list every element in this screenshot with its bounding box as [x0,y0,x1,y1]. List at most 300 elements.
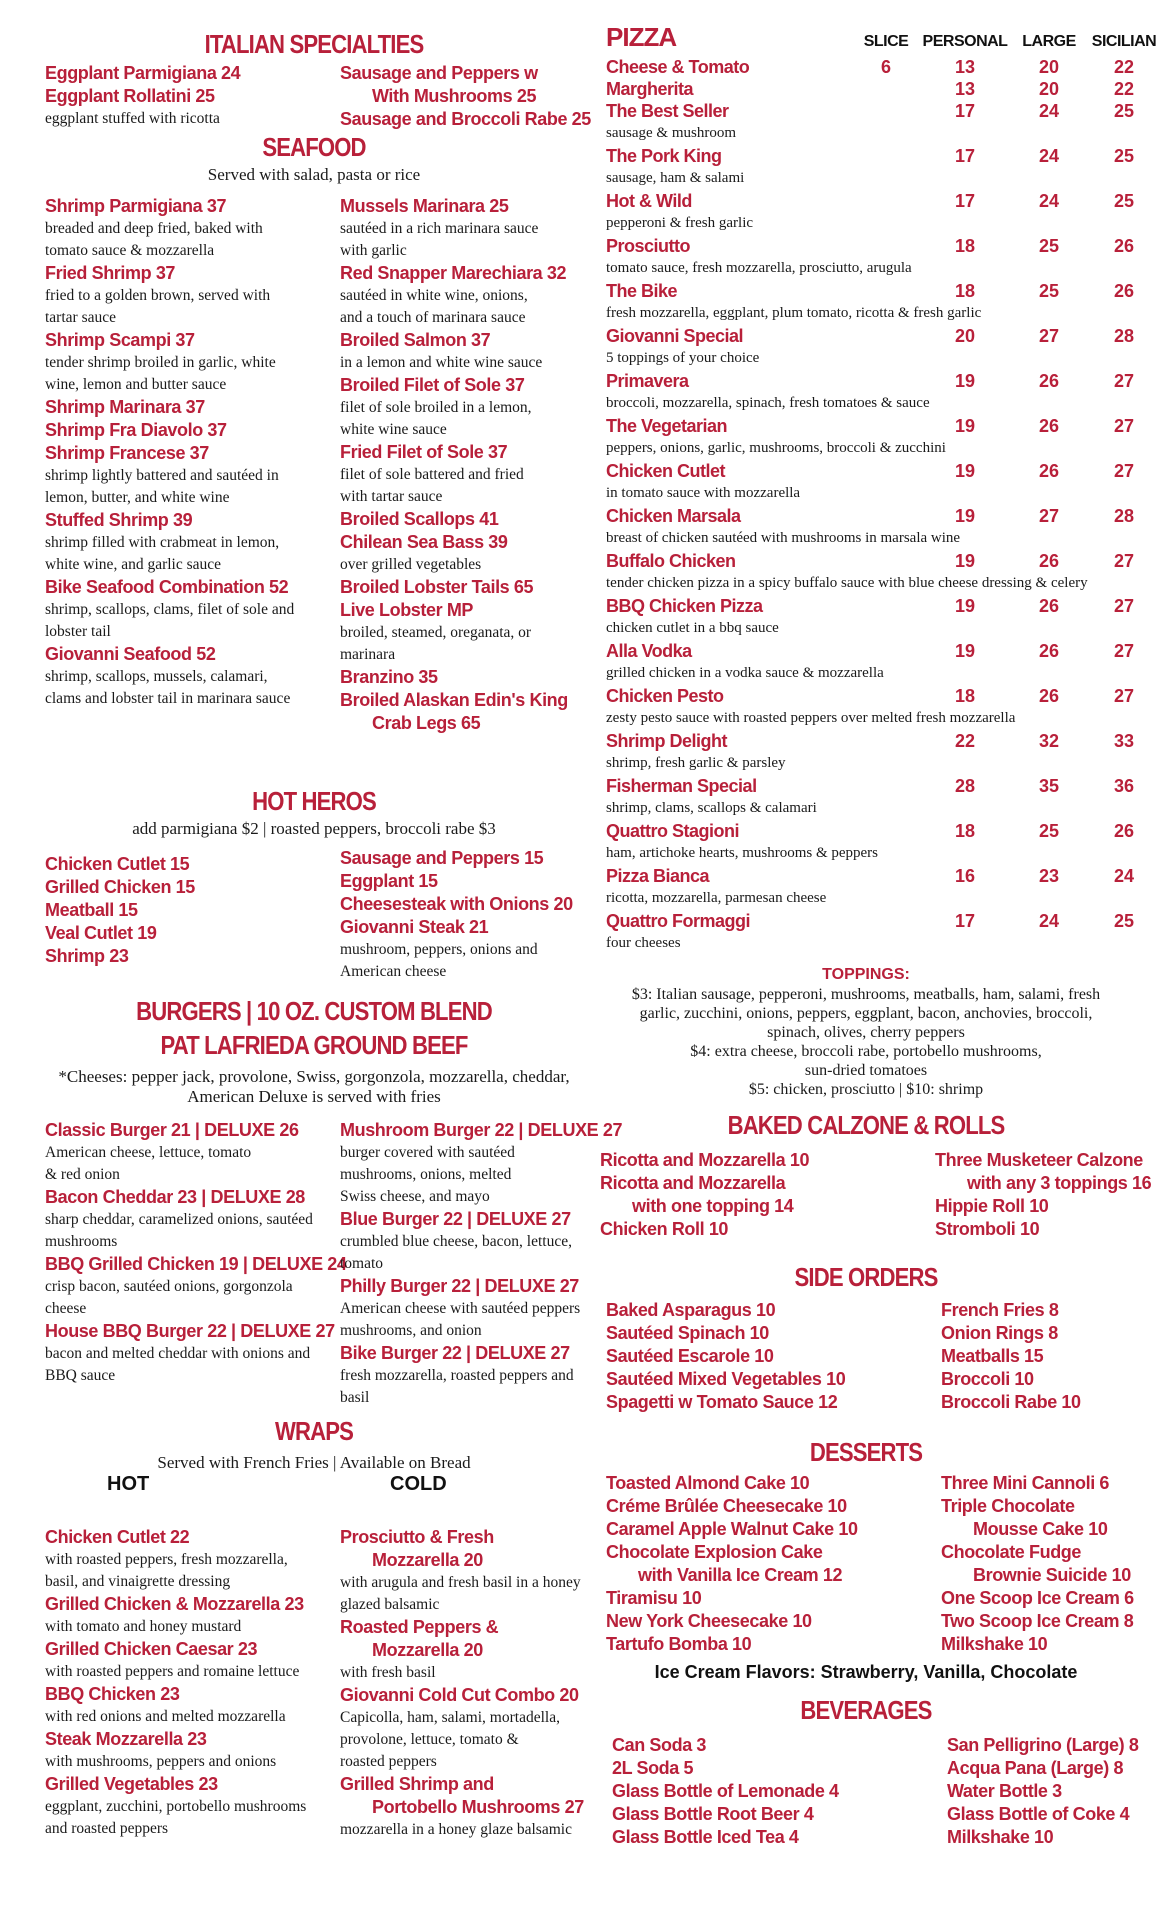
menu-item: Stuffed Shrimp 39 [45,510,193,530]
pizza-price: 25 [1113,145,1135,166]
menu-item: Toasted Almond Cake 10 [606,1473,810,1493]
item-description: crisp bacon, sautéed onions, gorgonzola [45,1278,293,1295]
item-description: broiled, steamed, oreganata, or [340,624,532,641]
pizza-name: Margherita [606,78,694,99]
pizza-price: 25 [1113,910,1135,931]
pizza-description: zesty pesto sauce with roasted peppers over melted fresh mozzarella [606,710,1016,726]
item-description: crumbled blue cheese, bacon, lettuce, [340,1233,572,1250]
item-description: eggplant stuffed with ricotta [45,110,220,127]
item-description: clams and lobster tail in marinara sauce [45,690,291,707]
item-description: with tomato and honey mustard [45,1618,242,1635]
pizza-description: ham, artichoke hearts, mushrooms & peppers [606,845,879,861]
pizza-description: ricotta, mozzarella, parmesan cheese [606,890,827,906]
item-description: American cheese with sautéed peppers [340,1300,581,1317]
menu-item: Sautéed Mixed Vegetables 10 [606,1369,846,1389]
item-description: tomato [340,1255,384,1272]
hot-label: HOT [107,1473,150,1495]
menu-item: Water Bottle 3 [947,1781,1062,1801]
pizza-price: 19 [954,460,976,481]
menu-item-continued: Mousse Cake 10 [973,1519,1108,1539]
menu-item: Eggplant Parmigiana 24 [45,63,241,83]
pizza-description: broccoli, mozzarella, spinach, fresh tomatoes & sauce [606,395,930,411]
menu-item: Chocolate Fudge [941,1542,1082,1562]
pizza-price: 17 [954,100,976,121]
burgers-note-1: *Cheeses: pepper jack, provolone, Swiss, gorgonzola, mozzarella, cheddar, [58,1067,570,1086]
menu-item: Shrimp Marinara 37 [45,397,205,417]
pizza-name: Prosciutto [606,235,691,256]
pizza-price: 24 [1038,190,1060,211]
pizza-price: 24 [1038,910,1060,931]
pizza-description: tomato sauce, fresh mozzarella, prosciutto, arugula [606,260,912,276]
toppings-line: $3: Italian sausage, pepperoni, mushrooms, meatballs, ham, salami, fresh [631,986,1101,1003]
menu-item: Shrimp 23 [45,946,129,966]
item-description: bacon and melted cheddar with onions and [45,1345,311,1362]
menu-item: Giovanni Steak 21 [340,917,489,937]
italian-specialties-section [45,62,591,131]
item-description: tomato sauce & mozzarella [45,242,215,259]
menu-item: Acqua Pana (Large) 8 [947,1758,1124,1778]
pizza-row [606,910,1161,932]
menu-item: Ricotta and Mozzarella 10 [600,1150,810,1170]
menu-item: Sausage and Broccoli Rabe 25 [340,109,591,129]
ice-cream-flavors: Ice Cream Flavors: Strawberry, Vanilla, Chocolate [654,1662,1078,1682]
pizza-name: Alla Vodka [606,640,692,661]
menu-item: Glass Bottle of Lemonade 4 [612,1781,839,1801]
pizza-description: four cheeses [606,935,681,951]
pizza-price: 19 [954,505,976,526]
pizza-row [606,235,1161,257]
item-description: breaded and deep fried, baked with [45,220,263,237]
item-description: and a touch of marinara sauce [340,309,526,326]
menu-item: Veal Cutlet 19 [45,923,157,943]
pizza-name: Giovanni Special [606,325,744,346]
pizza-row [606,145,1161,167]
menu-item: Broiled Alaskan Edin's King [340,690,568,710]
menu-item: Milkshake 10 [941,1634,1048,1654]
side-orders-section [606,1299,1161,1414]
menu-item: Grilled Vegetables 23 [45,1774,218,1794]
menu-item: Classic Burger 21 | DELUXE 26 [45,1120,299,1140]
menu-item: Broccoli Rabe 10 [941,1392,1081,1412]
menu-item: French Fries 8 [941,1300,1059,1320]
pizza-name: Cheese & Tomato [606,56,750,77]
menu-item: Sautéed Spinach 10 [606,1323,769,1343]
menu-item-continued: Brownie Suicide 10 [973,1565,1131,1585]
pizza-name: Shrimp Delight [606,730,728,751]
pizza-name: Buffalo Chicken [606,550,736,571]
pizza-list [606,56,1161,955]
menu-item: Glass Bottle Iced Tea 4 [612,1827,799,1847]
calzone-section [600,1149,1161,1241]
pizza-price: 27 [1038,505,1060,526]
item-description: mushrooms, and onion [340,1322,482,1339]
pizza-name: BBQ Chicken Pizza [606,595,763,616]
pizza-price: 28 [1113,505,1135,526]
menu-item: Milkshake 10 [947,1827,1054,1847]
item-description: with red onions and melted mozzarella [45,1708,286,1725]
pizza-price: 13 [954,56,976,77]
item-description: roasted peppers [340,1753,437,1770]
pizza-price: 18 [954,685,976,706]
item-description: tartar sauce [45,309,116,326]
menu-item: Caramel Apple Walnut Cake 10 [606,1519,858,1539]
pizza-price: 19 [954,595,976,616]
pizza-row [606,415,1161,437]
menu-item: Chocolate Explosion Cake [606,1542,823,1562]
item-description: with roasted peppers and romaine lettuce [45,1663,300,1680]
item-description: lobster tail [45,623,111,640]
item-description: shrimp, scallops, mussels, calamari, [45,668,268,685]
pizza-price: 27 [1113,460,1135,481]
hot-heros-section [45,847,583,983]
menu-item: Glass Bottle of Coke 4 [947,1804,1130,1824]
pizza-row [606,865,1161,887]
item-description: Swiss cheese, and mayo [340,1188,490,1205]
pizza-price: 33 [1113,730,1135,751]
seafood-heading: SEAFOOD [262,132,366,162]
menu-item: Steak Mozzarella 23 [45,1729,207,1749]
menu-item: Prosciutto & Fresh [340,1527,494,1547]
item-description: with fresh basil [340,1664,436,1681]
pizza-name: Pizza Bianca [606,865,710,886]
italian-specialties-heading: ITALIAN SPECIALTIES [204,29,424,59]
menu-item: Ricotta and Mozzarella [600,1173,786,1193]
pizza-price: 25 [1038,280,1060,301]
menu-item-continued: Mozzarella 20 [372,1640,483,1660]
menu-item: Fried Filet of Sole 37 [340,442,508,462]
pizza-price: 22 [1113,78,1135,99]
menu-item: Shrimp Scampi 37 [45,330,195,350]
beverages-section [612,1734,1161,1849]
menu-item: Broiled Scallops 41 [340,509,499,529]
toppings-line: sun-dried tomatoes [804,1062,928,1079]
menu-item: Live Lobster MP [340,600,474,620]
item-description: & red onion [45,1166,120,1183]
pizza-price: 18 [954,280,976,301]
item-description: sautéed in a rich marinara sauce [340,220,539,237]
item-description: fried to a golden brown, served with [45,287,271,304]
pizza-price: 6 [880,56,891,77]
menu-item: Blue Burger 22 | DELUXE 27 [340,1209,571,1229]
menu-item: Meatball 15 [45,900,138,920]
menu-item: Roasted Peppers & [340,1617,499,1637]
item-description: marinara [340,646,396,663]
toppings-heading: TOPPINGS: [822,966,910,983]
pizza-row [606,100,1161,122]
item-description: American cheese, lettuce, tomato [45,1144,252,1161]
toppings-line: $4: extra cheese, broccoli rabe, portobello mushrooms, [690,1043,1042,1060]
pizza-price: 20 [1038,56,1060,77]
item-description: mozzarella in a honey glaze balsamic [340,1821,572,1838]
item-description: glazed balsamic [340,1596,440,1613]
hot-heros-note: add parmigiana $2 | roasted peppers, broccoli rabe $3 [132,819,496,838]
pizza-row [606,56,1161,78]
calzone-heading: BAKED CALZONE & ROLLS [727,1110,1005,1140]
menu-item: Bike Burger 22 | DELUXE 27 [340,1343,570,1363]
item-description: burger covered with sautéed [340,1144,515,1161]
pizza-price: 20 [954,325,976,346]
pizza-description: pepperoni & fresh garlic [606,215,754,231]
item-description: mushrooms, onions, melted [340,1166,512,1183]
menu-item: Can Soda 3 [612,1735,707,1755]
menu-item: Grilled Chicken 15 [45,877,195,897]
pizza-heading: PIZZA [606,22,677,52]
pizza-row [606,820,1161,842]
item-description: with garlic [340,242,407,259]
item-description: wine, lemon and butter sauce [45,376,227,393]
pizza-price: 27 [1113,415,1135,436]
menu-item: Baked Asparagus 10 [606,1300,776,1320]
pizza-price: 25 [1113,100,1135,121]
pizza-row [606,550,1161,572]
item-description: shrimp, scallops, clams, filet of sole and [45,601,295,618]
pizza-row [606,640,1161,662]
pizza-name: Chicken Pesto [606,685,724,706]
pizza-row [606,190,1161,212]
desserts-section [606,1472,1161,1656]
pizza-description: sausage & mushroom [606,125,736,141]
pizza-row [606,280,1161,302]
item-description: basil, and vinaigrette dressing [45,1573,231,1590]
toppings-section [606,965,1126,1099]
pizza-col-slice: SLICE [863,33,909,50]
item-description: white wine sauce [340,421,447,438]
menu-item: BBQ Grilled Chicken 19 | DELUXE 24 [45,1254,347,1274]
item-description: with roasted peppers, fresh mozzarella, [45,1551,288,1568]
pizza-price: 22 [954,730,976,751]
pizza-row [606,595,1161,617]
pizza-price: 19 [954,415,976,436]
pizza-price: 26 [1113,820,1135,841]
menu-item: Stromboli 10 [935,1219,1040,1239]
pizza-price: 35 [1038,775,1060,796]
menu-item-continued: With Mushrooms 25 [372,86,537,106]
menu-item: Red Snapper Marechiara 32 [340,263,567,283]
pizza-description: breast of chicken sautéed with mushrooms in marsala wine [606,530,961,546]
pizza-col-large: LARGE [1022,33,1076,50]
menu-item: New York Cheesecake 10 [606,1611,812,1631]
menu-item: Broiled Salmon 37 [340,330,491,350]
menu-item: San Pelligrino (Large) 8 [947,1735,1139,1755]
menu-item: One Scoop Ice Cream 6 [941,1588,1134,1608]
pizza-description: grilled chicken in a vodka sauce & mozzarella [606,665,884,681]
left-column [45,28,623,1841]
menu-item: Two Scoop Ice Cream 8 [941,1611,1134,1631]
pizza-price: 27 [1113,550,1135,571]
pizza-price: 25 [1038,820,1060,841]
menu-item: Fried Shrimp 37 [45,263,176,283]
item-description: with tartar sauce [340,488,443,505]
menu-item: Chilean Sea Bass 39 [340,532,508,552]
pizza-price: 17 [954,190,976,211]
menu-item: Broiled Filet of Sole 37 [340,375,525,395]
menu-item-continued: with one topping 14 [632,1196,794,1216]
pizza-name: The Best Seller [606,100,729,121]
pizza-row [606,775,1161,797]
pizza-price: 27 [1038,325,1060,346]
item-description: American cheese [340,963,447,980]
beverages-heading: BEVERAGES [800,1695,932,1725]
item-description: with mushrooms, peppers and onions [45,1753,277,1770]
pizza-col-sicilian: SICILIAN [1091,33,1157,50]
menu-item: Shrimp Parmigiana 37 [45,196,227,216]
wraps-heading: WRAPS [274,1416,354,1446]
menu-item: Broiled Lobster Tails 65 [340,577,534,597]
pizza-price: 17 [954,910,976,931]
menu-item: Giovanni Seafood 52 [45,644,216,664]
menu-item: Triple Chocolate [941,1496,1075,1516]
burgers-note-2: American Deluxe is served with fries [187,1087,441,1106]
menu-item: Three Musketeer Calzone [935,1150,1143,1170]
pizza-price: 26 [1038,370,1060,391]
pizza-price: 19 [954,640,976,661]
menu-item: Meatballs 15 [941,1346,1044,1366]
pizza-name: Quattro Formaggi [606,910,750,931]
item-description: basil [340,1389,370,1406]
pizza-col-personal: PERSONAL [922,33,1008,50]
pizza-price: 26 [1113,235,1135,256]
pizza-price: 18 [954,820,976,841]
item-description: in a lemon and white wine sauce [340,354,543,371]
pizza-price: 25 [1038,235,1060,256]
menu-item: Mushroom Burger 22 | DELUXE 27 [340,1120,623,1140]
item-description: lemon, butter, and white wine [45,489,230,506]
item-description: mushroom, peppers, onions and [340,941,538,958]
pizza-row [606,730,1161,752]
pizza-row [606,505,1161,527]
menu-item: Broccoli 10 [941,1369,1034,1389]
pizza-price: 36 [1113,775,1135,796]
item-description: white wine, and garlic sauce [45,556,222,573]
item-description: BBQ sauce [45,1367,116,1384]
menu-item: Eggplant Rollatini 25 [45,86,215,106]
pizza-price: 26 [1038,460,1060,481]
menu-item: Glass Bottle Root Beer 4 [612,1804,814,1824]
pizza-row [606,370,1161,392]
pizza-row [606,325,1161,347]
pizza-price: 28 [954,775,976,796]
pizza-name: The Pork King [606,145,722,166]
pizza-price: 26 [1038,415,1060,436]
pizza-price: 27 [1113,370,1135,391]
pizza-description: in tomato sauce with mozzarella [606,485,801,501]
pizza-description: sausage, ham & salami [606,170,745,186]
pizza-price: 24 [1113,865,1135,886]
menu-item: Mussels Marinara 25 [340,196,509,216]
pizza-description: fresh mozzarella, eggplant, plum tomato, ricotta & fresh garlic [606,305,982,321]
desserts-heading: DESSERTS [809,1437,923,1467]
pizza-price: 28 [1113,325,1135,346]
pizza-price: 17 [954,145,976,166]
pizza-price: 19 [954,370,976,391]
pizza-description: chicken cutlet in a bbq sauce [606,620,779,636]
menu-item: Grilled Chicken & Mozzarella 23 [45,1594,304,1614]
pizza-description: shrimp, clams, scallops & calamari [606,800,817,816]
item-description: cheese [45,1300,87,1317]
toppings-line: spinach, olives, cherry peppers [767,1024,965,1041]
menu-item: Chicken Cutlet 15 [45,854,190,874]
burgers-subheading: PAT LAFRIEDA GROUND BEEF [160,1030,468,1060]
wraps-section [45,1526,583,1841]
pizza-price: 16 [954,865,976,886]
item-description: sautéed in white wine, onions, [340,287,528,304]
pizza-name: Fisherman Special [606,775,757,796]
pizza-price: 25 [1113,190,1135,211]
menu-item-continued: Mozzarella 20 [372,1550,483,1570]
pizza-price: 23 [1038,865,1060,886]
menu-item: Hippie Roll 10 [935,1196,1049,1216]
menu-item: Sautéed Escarole 10 [606,1346,774,1366]
item-description: shrimp lightly battered and sautéed in [45,467,279,484]
pizza-header [606,22,1161,56]
pizza-name: Quattro Stagioni [606,820,739,841]
cold-label: COLD [390,1473,447,1495]
wraps-note: Served with French Fries | Available on Bread [157,1453,471,1472]
pizza-price: 27 [1113,595,1135,616]
item-description: filet of sole broiled in a lemon, [340,399,532,416]
pizza-price: 27 [1113,685,1135,706]
toppings-line: garlic, zucchini, onions, peppers, eggplant, bacon, anchovies, broccoli, [639,1005,1093,1022]
pizza-description: shrimp, fresh garlic & parsley [606,755,786,771]
item-description: over grilled vegetables [340,556,482,573]
item-description: and roasted peppers [45,1820,169,1837]
burgers-section [45,1119,623,1409]
pizza-row [606,685,1161,707]
menu-item-continued: Crab Legs 65 [372,713,481,733]
menu-item: Branzino 35 [340,667,438,687]
menu-item: Chicken Roll 10 [600,1219,729,1239]
menu-item: House BBQ Burger 22 | DELUXE 27 [45,1321,335,1341]
menu-item: Sausage and Peppers 15 [340,848,544,868]
menu-item-continued: with any 3 toppings 16 [967,1173,1152,1193]
pizza-row [606,78,1161,100]
pizza-price: 13 [954,78,976,99]
pizza-price: 32 [1038,730,1060,751]
menu-item: Philly Burger 22 | DELUXE 27 [340,1276,579,1296]
menu-item: Tiramisu 10 [606,1588,702,1608]
item-description: with arugula and fresh basil in a honey [340,1574,581,1591]
side-orders-heading: SIDE ORDERS [794,1262,938,1292]
toppings-line: $5: chicken, prosciutto | $10: shrimp [748,1081,984,1098]
item-description: mushrooms [45,1233,118,1250]
menu-item: Créme Brûlée Cheesecake 10 [606,1496,847,1516]
menu-item: Spagetti w Tomato Sauce 12 [606,1392,838,1412]
wraps-labels [45,1473,583,1496]
pizza-name: Hot & Wild [606,190,692,211]
item-description: provolone, lettuce, tomato & [340,1731,519,1748]
pizza-name: Chicken Cutlet [606,460,726,481]
item-description: sharp cheddar, caramelized onions, sautéed [45,1211,313,1228]
menu-item: Eggplant 15 [340,871,438,891]
hot-heros-heading: HOT HEROS [252,786,376,816]
pizza-price: 26 [1038,640,1060,661]
burgers-heading: BURGERS | 10 OZ. CUSTOM BLEND [136,996,492,1026]
menu-item: Grilled Shrimp and [340,1774,494,1794]
item-description: fresh mozzarella, roasted peppers and [340,1367,574,1384]
menu-item: Tartufo Bomba 10 [606,1634,752,1654]
pizza-price: 26 [1113,280,1135,301]
pizza-price: 26 [1038,595,1060,616]
pizza-name: The Vegetarian [606,415,728,436]
menu-item: Shrimp Francese 37 [45,443,209,463]
item-description: shrimp filled with crabmeat in lemon, [45,534,280,551]
pizza-price: 20 [1038,78,1060,99]
item-description: Capicolla, ham, salami, mortadella, [340,1709,560,1726]
pizza-price: 22 [1113,56,1135,77]
menu-item: Chicken Cutlet 22 [45,1527,190,1547]
seafood-note: Served with salad, pasta or rice [207,165,421,184]
menu-item: Shrimp Fra Diavolo 37 [45,420,227,440]
